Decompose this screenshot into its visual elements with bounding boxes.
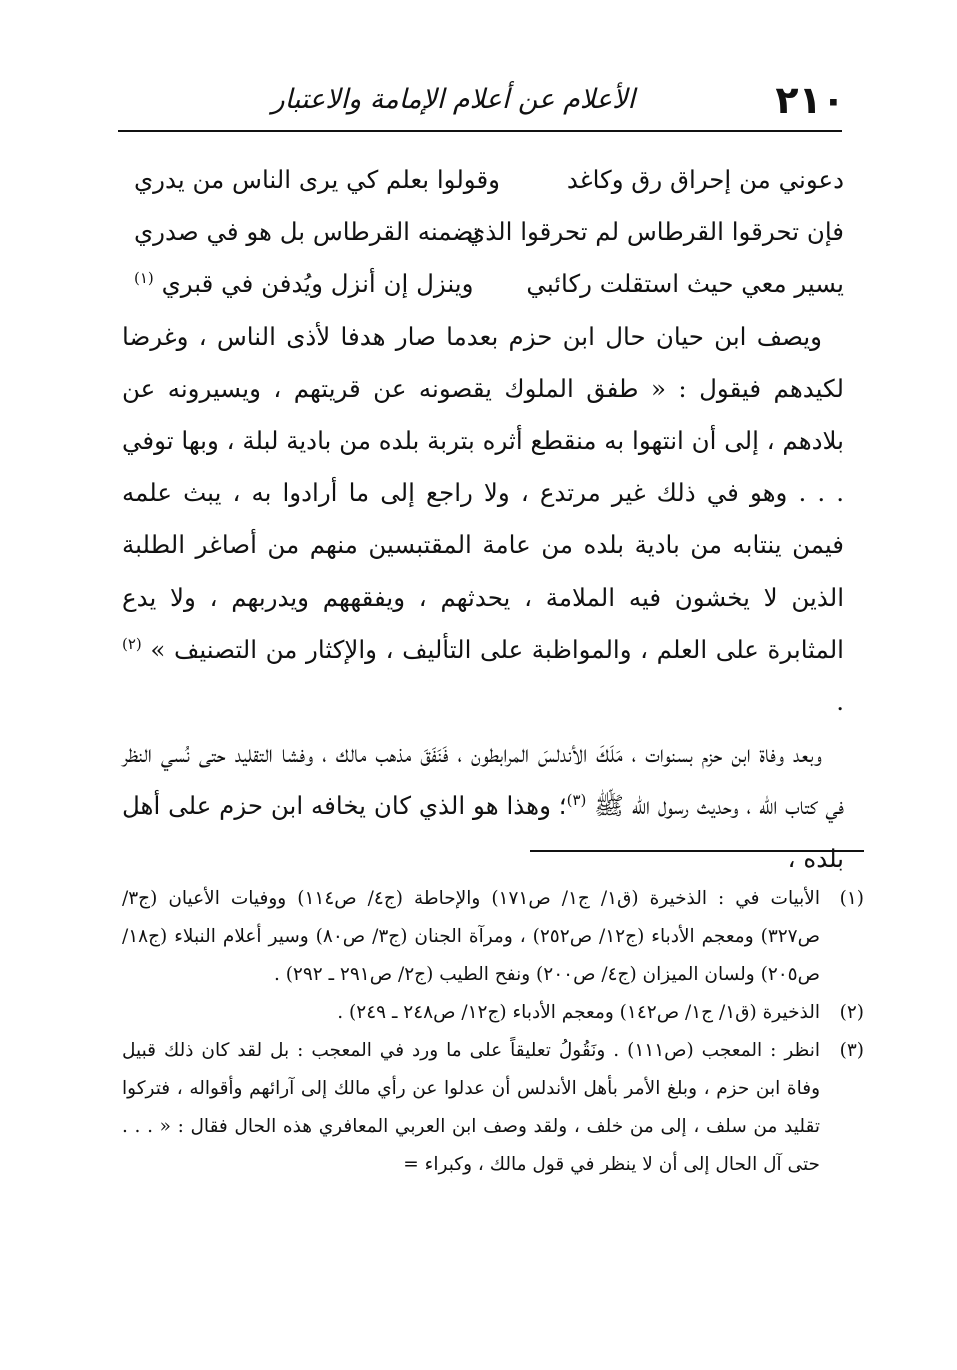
footnote-number: (٢) (839, 1002, 864, 1023)
footnote-text: انظر : المعجب (ص١١١) . ونَقُولُ تعليقاً على ما ورد في المعجب : بل لقد كان ذلك قبيل وفاة ابن حزم ، وبلغ الأمر بأهل الأندلس أن عدلوا عن رأي مالك إلى آرائهم وأقواله ، فتركوا تقليد من سلف ، إلى من خلف ، ولقد وصف ابن العربي المعافري هذه الحال فقال : « . . . حتى آل الحال إلى أن لا ينظر في قول مالك ، وكبراء = (122, 1040, 821, 1175)
verse-second-hemistich: تضمنه القرطاس بل هو في صدري (134, 217, 481, 247)
verse-second-hemistich-wrap (134, 258, 473, 310)
paragraph-text: ويصف ابن حيان حال ابن حزم بعدما صار هدفا لأذى الناس ، وغرضا لكيدهم فيقول : « طفق الملوك يقصونه عن قريتهم ، ويسيرونه عن بلادهم ، إلى أن انتهوا به منقطع أثره بتربة بلده من بادية لبلة ، وبها توفي . . . وهو في ذلك غير مرتدع ، ولا راجع إلى ما أرادوا به ، يبث علمه فيمن ينتابه من بادية بلده من عامة المقتبسين منهم من أصاغر الطلبة الذين لا يخشون فيه الملامة ، يحدثهم ، ويفقههم ويدربهم ، ولا يدع المثابرة على العلم ، والمواظبة على التأليف ، والإكثار من التصنيف » (122, 321, 844, 664)
verse-line (122, 154, 844, 206)
verse-line (122, 206, 844, 258)
verse-first-hemistich: دعوني من إحراق رق وكاغد (566, 165, 844, 194)
paragraph-tail: ؛ وهذا هو الذي كان يخافه ابن حزم على أهل بلده ، (122, 791, 844, 873)
footnotes (122, 880, 864, 1184)
footnote (122, 1032, 864, 1184)
running-title: الأعلام عن أعلام الإمامة والاعتبار (271, 84, 635, 115)
footnote-rule (530, 850, 864, 852)
footnote (122, 880, 864, 994)
verse-second-hemistich: وينزل إن أنزل ويُدفن في قبري (161, 269, 474, 299)
main-text (122, 154, 844, 885)
footnote-ref[interactable]: (١) (134, 269, 154, 288)
verse-first-hemistich: يسير معي حيث استقلت ركائبي (526, 269, 844, 299)
paragraph (122, 311, 844, 729)
paragraph-text: وبعد وفاة ابن حزم بسنوات ، مَلَكَ الأندلسَ المرابطون ، فَنَفَقَ مذهب مالك ، وفشا التقليد حتى نُسي النظر في كتاب الله ، وحديث رسول الله ﷺ (122, 739, 844, 821)
verse-first-hemistich: فإن تحرقوا القرطاس لم تحرقوا الذي (466, 217, 844, 247)
footnote-ref[interactable]: (٣) (566, 791, 587, 810)
footnote-ref[interactable]: (٢) (122, 634, 142, 653)
verse-line (122, 258, 844, 310)
paragraph (122, 728, 844, 885)
verse-second-hemistich: وقولوا بعلم كي يرى الناس من يدري (134, 165, 501, 194)
footnote-number: (١) (839, 888, 864, 909)
footnote (122, 994, 864, 1032)
footnote-number: (٣) (839, 1040, 864, 1061)
header-rule (118, 130, 842, 132)
footnote-text: الأبيات في : الذخيرة (ق١/ ج١/ ص١٧١) والإحاطة (ج٤/ ص١١٤) ووفيات الأعيان (ج٣/ ص٣٢٧) ومعجم الأدباء (ج١٢/ ص٢٥٢) ، ومرآة الجنان (ج٣/ ص٨٠) وسير أعلام النبلاء (ج١٨/ ص٢٠٥) ولسان الميزان (ج٤/ ص٢٠٠) ونفح الطيب (ج٢/ ص٢٩١ ـ ٢٩٢) . (122, 888, 820, 985)
paragraph-tail: . (836, 686, 844, 716)
page-number: ٢١٠ (775, 78, 845, 122)
footnote-text: الذخيرة (ق١/ ج١/ ص١٤٢) ومعجم الأدباء (ج١٢/ ص٢٤٨ ـ ٢٤٩) . (337, 1002, 820, 1023)
